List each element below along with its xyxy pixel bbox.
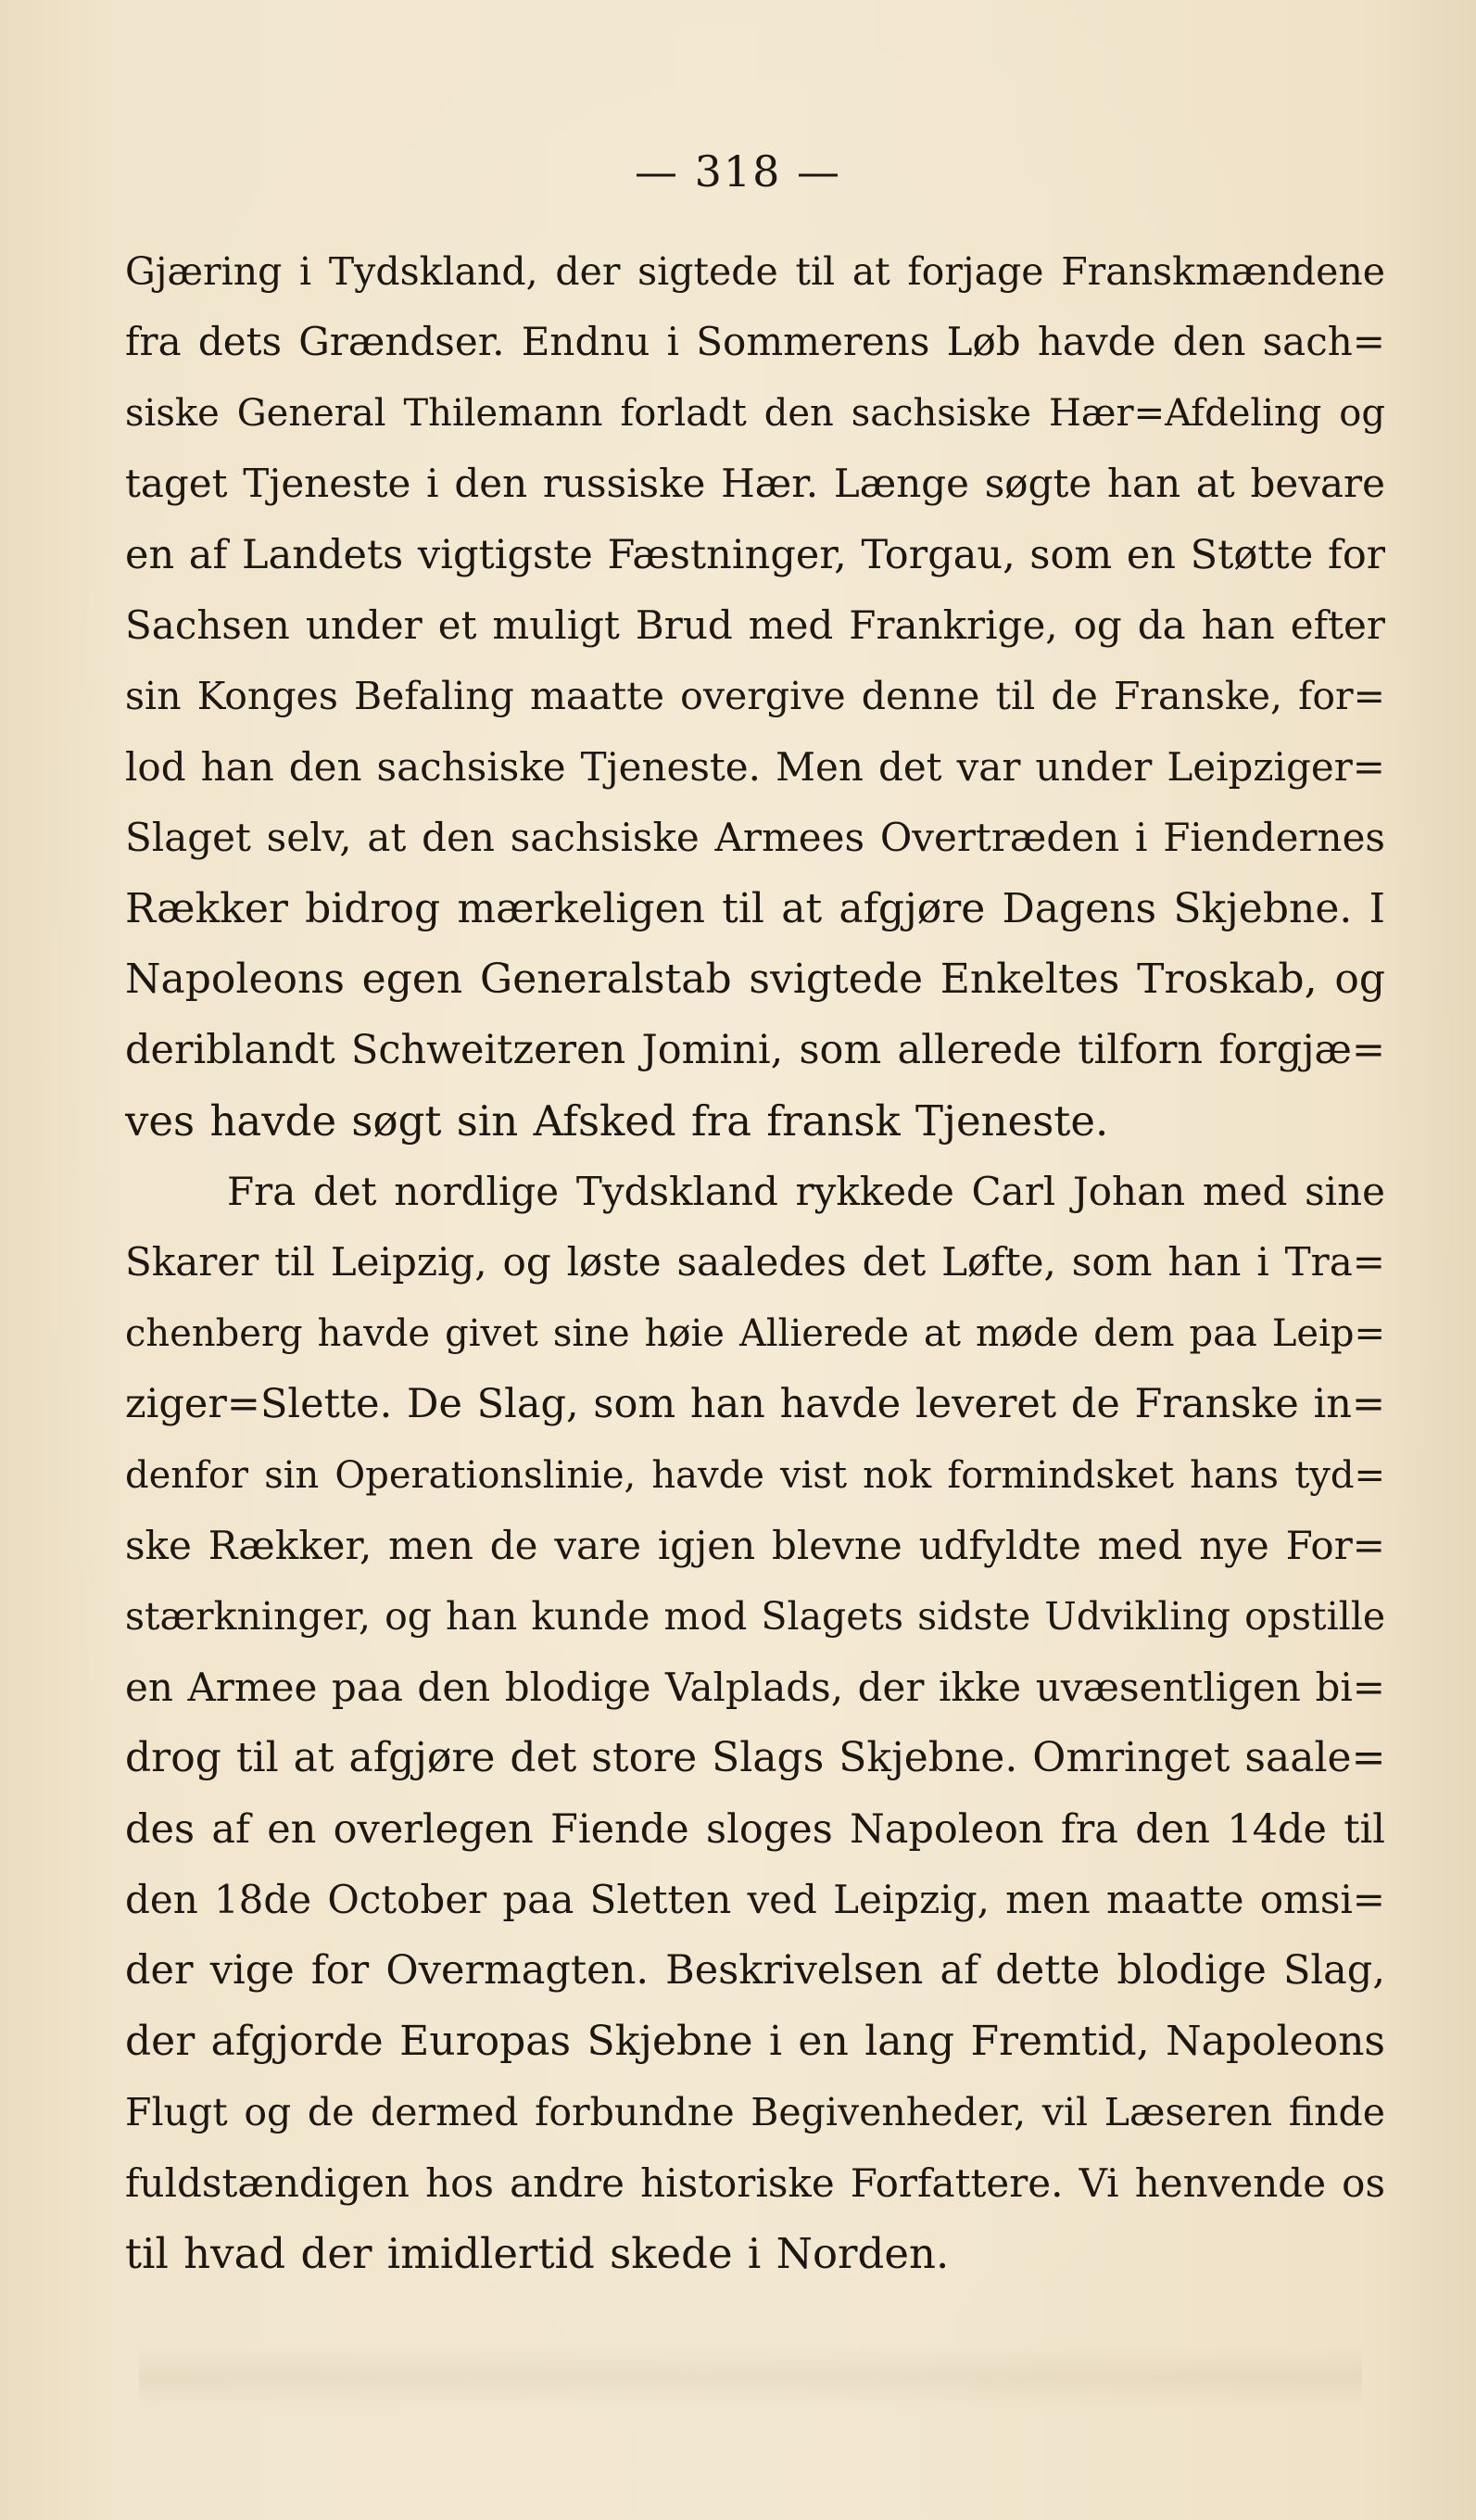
paragraph-2 bbox=[125, 1157, 1385, 2289]
text-line: Rækker bidrog mærkeligen til at afgjøre Dagens Skjebne. I bbox=[125, 884, 1385, 932]
text-line: sin Konges Befaling maatte overgive denne til de Franske, for= bbox=[125, 674, 1385, 719]
text-line: ziger=Slette. De Slag, som han havde leveret de Franske in= bbox=[125, 1381, 1385, 1428]
text-line: en af Landets vigtigste Fæstninger, Torgau, som en Støtte for bbox=[125, 531, 1385, 578]
text-line: drog til at afgjøre det store Slags Skjebne. Omringet saale= bbox=[125, 1734, 1385, 1782]
text-line: til hvad der imidlertid skede i Norden. bbox=[125, 2228, 950, 2278]
text-line: stærkninger, og han kunde mod Slagets sidste Udvikling opstille bbox=[125, 1594, 1385, 1640]
text-line: Flugt og de dermed forbundne Begivenheder, vil Læseren finde bbox=[125, 2090, 1385, 2135]
text-line: Skarer til Leipzig, og løste saaledes det Løfte, som han i Tra= bbox=[125, 1239, 1385, 1285]
text-line: en Armee paa den blodige Valplads, der ikke uvæsentligen bi= bbox=[125, 1664, 1385, 1710]
text-line: Gjæring i Tydskland, der sigtede til at forjage Franskmændene bbox=[125, 249, 1385, 294]
text-line: Fra det nordlige Tydskland rykkede Carl Johan med sine bbox=[227, 1169, 1385, 1215]
paragraph-1 bbox=[125, 236, 1385, 1157]
show-through-bleed bbox=[139, 2345, 1362, 2410]
text-line: taget Tjeneste i den russiske Hær. Længe søgte han at bevare bbox=[125, 461, 1385, 507]
text-line: denfor sin Operationslinie, havde vist nok formindsket hans tyd= bbox=[125, 1453, 1385, 1497]
text-line: der afgjorde Europas Skjebne i en lang Fremtid, Napoleons bbox=[125, 2017, 1385, 2065]
text-line: lod han den sachsiske Tjeneste. Men det var under Leipziger= bbox=[125, 743, 1385, 790]
page-number: — 318 — bbox=[634, 146, 842, 196]
text-line: ske Rækker, men de vare igjen blevne udfyldte med nye For= bbox=[125, 1523, 1385, 1569]
text-line: des af en overlegen Fiende sloges Napoleon fra den 14de til bbox=[125, 1805, 1385, 1853]
text-line: Slaget selv, at den sachsiske Armees Overtræden i Fiendernes bbox=[125, 815, 1385, 861]
text-line: Napoleons egen Generalstab svigtede Enkeltes Troskab, og bbox=[125, 955, 1385, 1003]
text-line: fra dets Grændser. Endnu i Sommerens Løb havde den sach= bbox=[125, 319, 1385, 365]
text-line: siske General Thilemann forladt den sachsiske Hær=Afdeling og bbox=[125, 391, 1385, 435]
text-line: deriblandt Schweitzeren Jomini, som allerede tilforn forgjæ= bbox=[125, 1027, 1385, 1074]
text-line: der vige for Overmagten. Beskrivelsen af dette blodige Slag, bbox=[125, 1947, 1385, 1994]
text-line: chenberg havde givet sine høie Allierede at møde dem paa Leip= bbox=[125, 1311, 1385, 1355]
body-text bbox=[125, 236, 1385, 2289]
text-line: Sachsen under et muligt Brud med Frankrige, og da han efter bbox=[125, 602, 1385, 648]
text-line: den 18de October paa Sletten ved Leipzig, men maatte omsi= bbox=[125, 1876, 1385, 1922]
text-line: ves havde søgt sin Afsked fra fransk Tjeneste. bbox=[125, 1095, 1109, 1146]
text-line: fuldstændigen hos andre historiske Forfattere. Vi henvende os bbox=[125, 2159, 1385, 2206]
